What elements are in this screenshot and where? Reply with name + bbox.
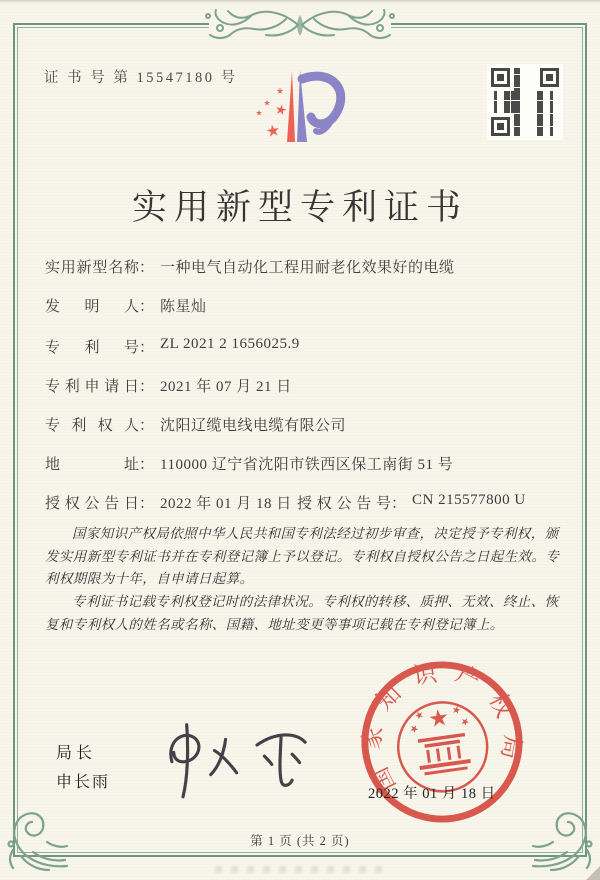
cnipa-logo [240,60,360,160]
field-label: 地址 [45,457,139,473]
field-label: 专利申请日 [45,379,139,395]
field-patentee: 专利权人： 沈阳辽缆电线电缆有限公司 [45,414,346,435]
field-value: 一种电气自动化工程用耐老化效果好的电缆 [160,260,455,276]
field-address: 地址： 110000 辽宁省沈阳市铁西区保工南街 51 号 [45,453,453,474]
legal-paragraph-2: 专利证书记载专利权登记时的法律状况。专利权的转移、质押、无效、终止、恢复和专利权人的姓名或名称、国籍、地址变更等事项记载在专利登记簿上。 [45,594,559,632]
qr-modules [487,64,563,140]
signature-shen-changyu [146,710,331,805]
field-filing-date: 专利申请日： 2021 年 07 月 21 日 [45,375,292,396]
field-label: 授权公告号 [297,496,391,512]
logo-red-spike [287,71,295,142]
field-patent-number: 专利号： ZL 2021 2 1656025.9 [45,336,300,356]
field-label: 实用新型名称 [45,260,139,276]
top-dragon-ornament [183,1,417,49]
bleedthrough-marks [215,866,390,873]
certificate-number: 证 书 号 第 15547180 号 [44,70,238,86]
logo-stars [256,88,287,138]
seal-date: 2022 年 01 月 18 日 [368,786,496,802]
field-value: 2022 年 01 月 18 日 [160,496,292,512]
legal-text-block [45,523,560,636]
page-title: 实用新型专利证书 [131,188,468,227]
field-grant-number: 授权公告号： CN 215577800 U [297,492,526,512]
field-label: 专利权人 [45,418,139,434]
officer-name: 申长雨 [56,774,111,791]
svg-text:国家知识产权局 [356,658,528,798]
field-inventor: 发明人： 陈星灿 [45,295,207,316]
legal-paragraph-1: 国家知识产权局依照中华人民共和国专利法经过初步审查，决定授予专利权，颁发实用新型专利证书并在专利登记簿上予以登记。专利权自授权公告之日起生效。专利权期限为十年，自申请日起算。 [45,526,560,587]
field-utility-model-name: 实用新型名称： 一种电气自动化工程用耐老化效果好的电缆 [45,256,455,277]
logo-p-bowl [302,76,341,132]
page-footer: 第 1 页 (共 2 页) [250,834,350,848]
field-value: ZL 2021 2 1656025.9 [160,336,300,352]
field-value: 110000 辽宁省沈阳市铁西区保工南街 51 号 [160,457,454,473]
field-grant-row: 授权公告日： 2022 年 01 月 18 日 授权公告号： CN 215577800 U [45,492,526,512]
field-label: 专利号 [45,340,139,356]
field-value: CN 215577800 U [412,492,526,508]
field-label: 发明人 [45,299,139,315]
field-value: 2021 年 07 月 21 日 [160,379,292,395]
field-value: 陈星灿 [160,299,207,315]
officer-title: 局长 [56,745,97,762]
field-value: 沈阳辽缆电线电缆有限公司 [160,418,347,434]
seal-ring-text: 国家知识产权局 [358,658,526,796]
qr-code [487,64,563,140]
field-label: 授权公告日 [45,496,139,512]
